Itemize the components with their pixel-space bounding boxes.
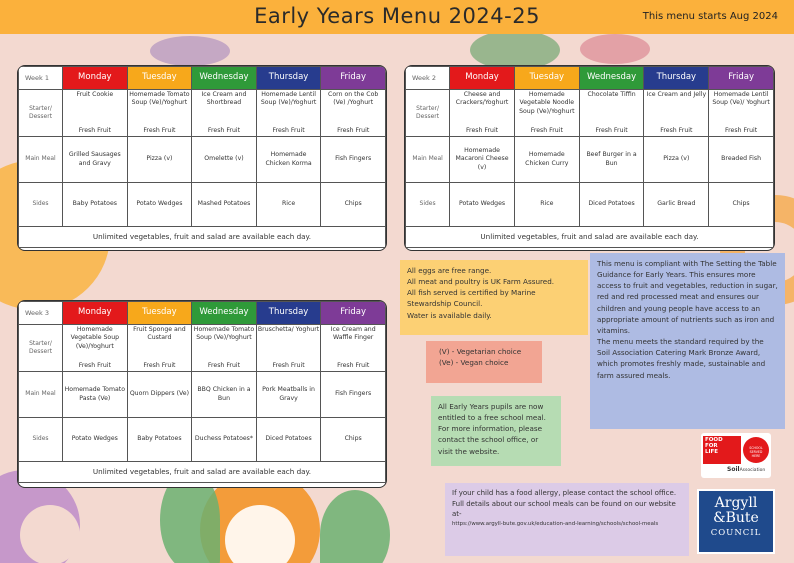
starter-cell [192, 325, 257, 372]
dessert-item: Fresh Fruit [207, 361, 241, 369]
allergy-note [445, 483, 689, 556]
compliance-note [590, 253, 785, 429]
sides-cell: Potato Wedges [450, 183, 515, 227]
sides-cell: Potato Wedges [63, 418, 128, 462]
week-label: Week 2 [406, 67, 450, 90]
starter-cell [321, 90, 386, 137]
argyll-bute-council-logo: Argyll &Bute COUNCIL [697, 489, 775, 554]
sides-cell: Rice [256, 183, 321, 227]
dessert-item: Fresh Fruit [272, 126, 305, 134]
compliance-text: This menu is compliant with The Setting the Table Guidance for Early Years. This ensures more access to fruit and vegetables, reduction in sugar, red and red processed meat and ensures our children and young people have access to an appropriate amount of nutrients such as iron and vitamins. [597, 259, 778, 335]
day-header-wednesday: Wednesday [579, 67, 644, 90]
sides-cell: Mashed Potatoes [192, 183, 257, 227]
sides-cell: Duchess Potatoes* [192, 418, 257, 462]
unlimited-veg-note: Unlimited vegetables, fruit and salad are available each day. [19, 227, 386, 248]
starter-item: Homemade Vegetable Soup (Ve)/Yoghurt [70, 326, 120, 350]
main-meal-cell: Grilled Sausages and Gravy [63, 137, 128, 183]
week-label: Week 1 [19, 67, 63, 90]
main-meal-cell: Homemade Chicken Curry [514, 137, 579, 183]
food-for-life-logo: FOOD FOR LIFE SCHOOL SERVED HERE SoilAssociation [701, 433, 771, 478]
main-meal-cell: Breaded Fish [709, 137, 774, 183]
main-meal-cell: Homemade Chicken Korma [256, 137, 321, 183]
dessert-item: Fresh Fruit [207, 126, 241, 134]
unlimited-veg-note: Unlimited vegetables, fruit and salad are available each day. [406, 227, 774, 248]
starter-cell [644, 90, 709, 137]
sides-cell: Diced Potatoes [256, 418, 321, 462]
dietary-legend [426, 341, 542, 383]
starter-cell [127, 90, 192, 137]
sides-cell: Chips [321, 183, 386, 227]
starter-item: Homemade Vegetable Noodle Soup (Ve)/Yoghurt [519, 91, 575, 115]
menu-table [18, 301, 386, 483]
starter-cell [192, 90, 257, 137]
water-note: Water is available daily. [407, 310, 492, 320]
day-header-monday: Monday [450, 67, 515, 90]
starter-item: Homemade Lentil Soup (Ve)/Yoghurt [260, 91, 317, 107]
main-meal-cell: Beef Burger in a Bun [579, 137, 644, 183]
sides-cell: Rice [514, 183, 579, 227]
main-meal-cell: Homemade Tomato Pasta (Ve) [63, 372, 128, 418]
day-header-friday: Friday [321, 67, 386, 90]
dessert-item: Fresh Fruit [143, 126, 176, 134]
day-header-thursday: Thursday [644, 67, 709, 90]
day-header-tuesday: Tuesday [127, 67, 192, 90]
main-meal-cell: Pizza (v) [644, 137, 709, 183]
starter-cell [514, 90, 579, 137]
dessert-item: Fresh Fruit [272, 361, 305, 369]
sides-cell: Diced Potatoes [579, 183, 644, 227]
starter-cell [321, 325, 386, 372]
dessert-item: Fresh Fruit [595, 126, 628, 134]
starter-cell [450, 90, 515, 137]
starter-item: Fruit Cookie [76, 91, 114, 98]
main-meal-cell: Fish Fingers [321, 137, 386, 183]
website-text: Full details about our school meals can be found on our website at- [452, 499, 676, 518]
main-meal-cell: Pork Meatballs in Gravy [256, 372, 321, 418]
dessert-item: Fresh Fruit [337, 361, 370, 369]
dessert-item: Fresh Fruit [530, 126, 563, 134]
sides-cell: Chips [321, 418, 386, 462]
row-label-starter: Starter/ Dessert [19, 90, 63, 137]
row-label-main: Main Meal [406, 137, 450, 183]
menu-table [18, 66, 386, 248]
row-label-sides: Sides [406, 183, 450, 227]
day-header-monday: Monday [63, 67, 128, 90]
main-meal-cell: BBQ Chicken in a Bun [192, 372, 257, 418]
week-1-menu [17, 65, 387, 251]
day-header-friday: Friday [321, 302, 386, 325]
starter-cell [709, 90, 774, 137]
main-meal-cell: Quorn Dippers (Ve) [127, 372, 192, 418]
dessert-item: Fresh Fruit [337, 126, 370, 134]
menu-table [405, 66, 774, 248]
starter-item: Homemade Tomato Soup (Ve)/Yoghurt [129, 91, 190, 107]
dessert-item: Fresh Fruit [143, 361, 176, 369]
dessert-item: Fresh Fruit [78, 361, 111, 369]
row-label-main: Main Meal [19, 372, 63, 418]
unlimited-veg-note: Unlimited vegetables, fruit and salad are available each day. [19, 462, 386, 483]
dessert-item: Fresh Fruit [660, 126, 693, 134]
dessert-item: Fresh Fruit [78, 126, 111, 134]
day-header-wednesday: Wednesday [192, 67, 257, 90]
bronze-award-text: The menu meets the standard required by the Soil Association Catering Mark Bronze Award, which promotes freshly made, sustainable and farm assured meals. [597, 337, 766, 380]
page-title: Early Years Menu 2024-25 [254, 4, 540, 28]
starter-item: Fruit Sponge and Custard [133, 326, 186, 342]
dessert-item: Fresh Fruit [725, 126, 758, 134]
day-header-wednesday: Wednesday [192, 302, 257, 325]
row-label-starter: Starter/ Dessert [406, 90, 450, 137]
starter-cell [256, 90, 321, 137]
starter-item: Ice Cream and Shortbread [201, 91, 247, 107]
sides-cell: Garlic Bread [644, 183, 709, 227]
sides-cell: Chips [709, 183, 774, 227]
starter-item: Homemade Lentil Soup (Ve)/ Yoghurt [712, 91, 770, 107]
week-2-menu [404, 65, 775, 251]
row-label-starter: Starter/ Dessert [19, 325, 63, 372]
soil-association-text: SoilAssociation [727, 466, 766, 473]
school-meals-link[interactable]: https://www.argyll-bute.gov.uk/education-and-learning/schools/school-meals [452, 520, 659, 527]
day-header-tuesday: Tuesday [514, 67, 579, 90]
row-label-main: Main Meal [19, 137, 63, 183]
row-label-sides: Sides [19, 183, 63, 227]
sides-cell: Baby Potatoes [63, 183, 128, 227]
food-standards-note [400, 260, 588, 335]
day-header-friday: Friday [709, 67, 774, 90]
eggs-note: All eggs are free range. [407, 266, 492, 275]
day-header-thursday: Thursday [256, 302, 321, 325]
main-meal-cell: Omelette (v) [192, 137, 257, 183]
leaf-decoration [320, 490, 390, 563]
starter-cell [579, 90, 644, 137]
sides-cell: Potato Wedges [127, 183, 192, 227]
starter-item: Bruschetta/ Yoghurt [257, 326, 320, 333]
day-header-thursday: Thursday [256, 67, 321, 90]
free-meal-note: All Early Years pupils are now entitled to a free school meal. For more information, please contact the school office, or visit the website. [431, 396, 561, 466]
dessert-item: Fresh Fruit [465, 126, 499, 134]
starter-cell [63, 325, 128, 372]
row-label-sides: Sides [19, 418, 63, 462]
menu-start-date: This menu starts Aug 2024 [642, 11, 778, 22]
starter-item: Cheese and Crackers/Yoghurt [455, 91, 509, 107]
starter-item: Chocolate Tiffin [587, 91, 636, 98]
main-meal-cell: Fish Fingers [321, 372, 386, 418]
vegan-legend: (Ve) - Vegan choice [439, 358, 509, 368]
starter-cell [256, 325, 321, 372]
main-meal-cell: Homemade Macaroni Cheese (v) [450, 137, 515, 183]
starter-cell [127, 325, 192, 372]
allergy-text: If your child has a food allergy, please contact the school office. [452, 489, 677, 497]
day-header-tuesday: Tuesday [127, 302, 192, 325]
fish-note: All fish served is certified by Marine Stewardship Council. [407, 288, 536, 309]
vegetarian-legend: (V) - Vegetarian choice [439, 347, 522, 356]
week-label: Week 3 [19, 302, 63, 325]
week-3-menu [17, 300, 387, 488]
main-meal-cell: Pizza (v) [127, 137, 192, 183]
sides-cell: Baby Potatoes [127, 418, 192, 462]
day-header-monday: Monday [63, 302, 128, 325]
starter-item: Corn on the Cob (Ve) /Yoghurt [328, 91, 379, 107]
starter-item: Ice Cream and Waffle Finger [330, 326, 376, 342]
meat-note: All meat and poultry is UK Farm Assured. [407, 277, 555, 287]
starter-item: Ice Cream and Jelly [646, 91, 707, 98]
starter-item: Homemade Tomato Soup (Ve)/Yoghurt [193, 326, 255, 342]
starter-cell [63, 90, 128, 137]
